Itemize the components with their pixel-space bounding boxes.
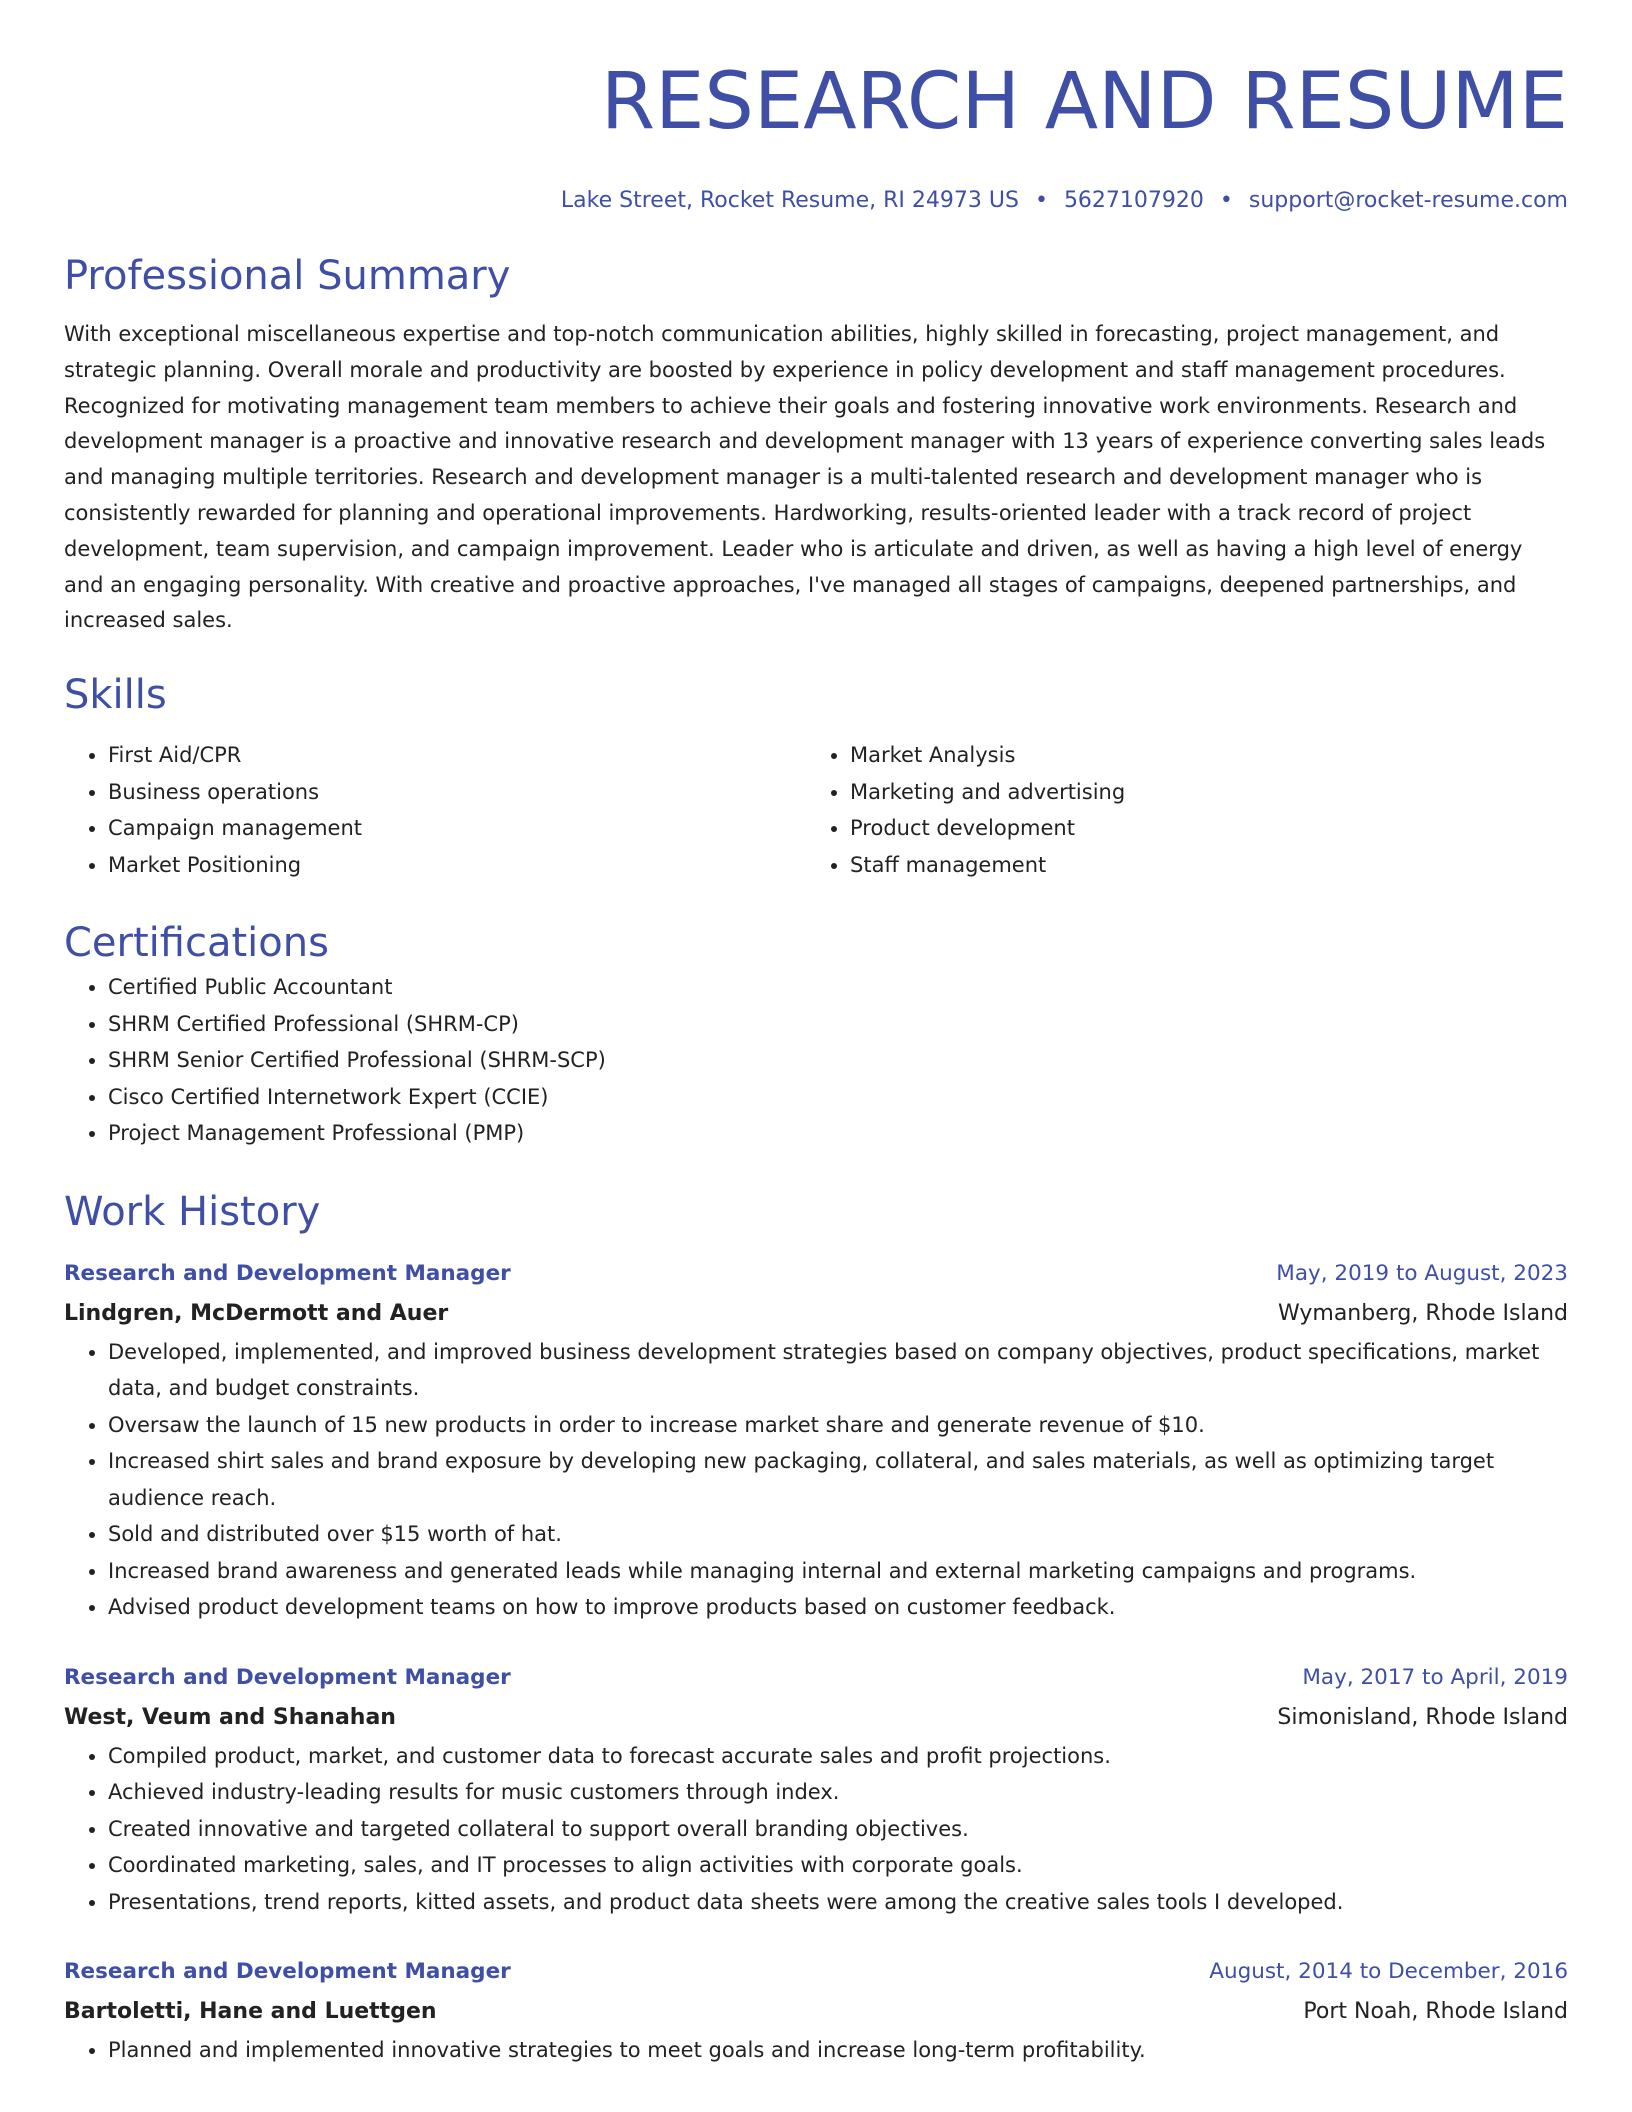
job-company: Lindgren, McDermott and Auer bbox=[64, 1300, 449, 1326]
contact-phone: 5627107920 bbox=[1063, 188, 1204, 213]
contact-email: support@rocket-resume.com bbox=[1248, 188, 1568, 213]
job-dates: August, 2014 to December, 2016 bbox=[1209, 1959, 1568, 1985]
job-location: Wymanberg, Rhode Island bbox=[1278, 1300, 1568, 1326]
certifications-heading: Certifications bbox=[64, 920, 329, 967]
job-bullet: • Increased brand awareness and generated leads while managing internal and external marketing campaigns and programs. bbox=[108, 1553, 1568, 1590]
skills-list bbox=[64, 737, 1568, 883]
job-title: Research and Development Manager bbox=[64, 1959, 511, 1985]
skills-column-right bbox=[806, 737, 1548, 883]
job-bullet: • Planned and implemented innovative strategies to meet goals and increase long-term profitability. bbox=[108, 2032, 1568, 2069]
work-history-heading: Work History bbox=[64, 1188, 321, 1235]
skill-item: • First Aid/CPR bbox=[108, 737, 806, 774]
skill-item: • Business operations bbox=[108, 774, 806, 811]
job-bullets bbox=[64, 1334, 1568, 1626]
job-bullet: • Advised product development teams on how to improve products based on customer feedback. bbox=[108, 1589, 1568, 1626]
job-title: Research and Development Manager bbox=[64, 1664, 511, 1690]
job-bullet: • Compiled product, market, and customer data to forecast accurate sales and profit projections. bbox=[108, 1738, 1568, 1775]
job-dates: May, 2017 to April, 2019 bbox=[1302, 1664, 1568, 1690]
contact-separator: • bbox=[1034, 188, 1048, 213]
job-bullet: • Coordinated marketing, sales, and IT processes to align activities with corporate goals. bbox=[108, 1847, 1568, 1884]
job-bullet: • Increased shirt sales and brand exposure by developing new packaging, collateral, and sales materials, as well as optimizing target audience reach. bbox=[108, 1443, 1568, 1516]
job-dates: May, 2019 to August, 2023 bbox=[1276, 1260, 1568, 1286]
skills-heading: Skills bbox=[64, 672, 167, 719]
certification-item: • SHRM Certified Professional (SHRM-CP) bbox=[108, 1006, 1568, 1043]
job-title: Research and Development Manager bbox=[64, 1260, 511, 1286]
summary-text: With exceptional miscellaneous expertise and top-notch communication abilities, highly skilled in forecasting, project management, and strategic planning. Overall morale and productivity are boosted by experience in policy development and staff management procedures. Recognized for motivating management team members to achieve their goals and fostering innovative work environments. Research and development manager is a proactive and innovative research and development manager with 13 years of experience converting sales leads and managing multiple territories. Research and development manager is a multi-talented research and development manager who is consistently rewarded for planning and operational improvements. Hardworking, results-oriented leader with a track record of project development, team supervision, and campaign improvement. Leader who is articulate and driven, as well as having a high level of energy and an engaging personality. With creative and proactive approaches, I've managed all stages of campaigns, deepened partnerships, and increased sales. bbox=[64, 322, 1546, 633]
job-bullet: • Created innovative and targeted collateral to support overall branding objectives. bbox=[108, 1811, 1568, 1848]
job-bullet: • Oversaw the launch of 15 new products in order to increase market share and generate revenue of $10. bbox=[108, 1407, 1568, 1444]
job-bullets bbox=[64, 1738, 1568, 1921]
contact-line bbox=[64, 186, 1568, 216]
contact-separator: • bbox=[1219, 188, 1233, 213]
job-entry bbox=[64, 1658, 1568, 1921]
skill-item: • Staff management bbox=[850, 847, 1548, 884]
skill-item: • Campaign management bbox=[108, 810, 806, 847]
job-location: Port Noah, Rhode Island bbox=[1303, 1999, 1568, 2025]
skill-item: • Market Positioning bbox=[108, 847, 806, 884]
job-bullets bbox=[64, 2032, 1568, 2069]
certification-item: • Project Management Professional (PMP) bbox=[108, 1115, 1568, 1152]
job-entry bbox=[64, 1254, 1568, 1626]
certification-item: • Certified Public Accountant bbox=[108, 969, 1568, 1006]
certification-item: • Cisco Certified Internetwork Expert (CCIE) bbox=[108, 1079, 1568, 1116]
job-bullet: • Sold and distributed over $15 worth of hat. bbox=[108, 1516, 1568, 1553]
job-location: Simonisland, Rhode Island bbox=[1277, 1704, 1568, 1730]
job-company: West, Veum and Shanahan bbox=[64, 1704, 396, 1730]
summary-heading: Professional Summary bbox=[64, 253, 511, 299]
job-bullet: • Achieved industry-leading results for music customers through index. bbox=[108, 1774, 1568, 1811]
certifications-list bbox=[64, 969, 1568, 1152]
skill-item: • Marketing and advertising bbox=[850, 774, 1548, 811]
certification-item: • SHRM Senior Certified Professional (SHRM-SCP) bbox=[108, 1042, 1568, 1079]
skill-item: • Product development bbox=[850, 810, 1548, 847]
skills-column-left bbox=[64, 737, 806, 883]
job-company: Bartoletti, Hane and Luettgen bbox=[64, 1999, 437, 2025]
job-bullet: • Developed, implemented, and improved business development strategies based on company objectives, product specifications, market data, and budget constraints. bbox=[108, 1334, 1568, 1407]
job-entry bbox=[64, 1952, 1568, 2069]
skill-item: • Market Analysis bbox=[850, 737, 1548, 774]
resume-name: RESEARCH AND RESUME bbox=[600, 57, 1568, 147]
job-bullet: • Presentations, trend reports, kitted assets, and product data sheets were among the creative sales tools I developed. bbox=[108, 1884, 1568, 1921]
contact-address: Lake Street, Rocket Resume, RI 24973 US bbox=[560, 188, 1019, 213]
